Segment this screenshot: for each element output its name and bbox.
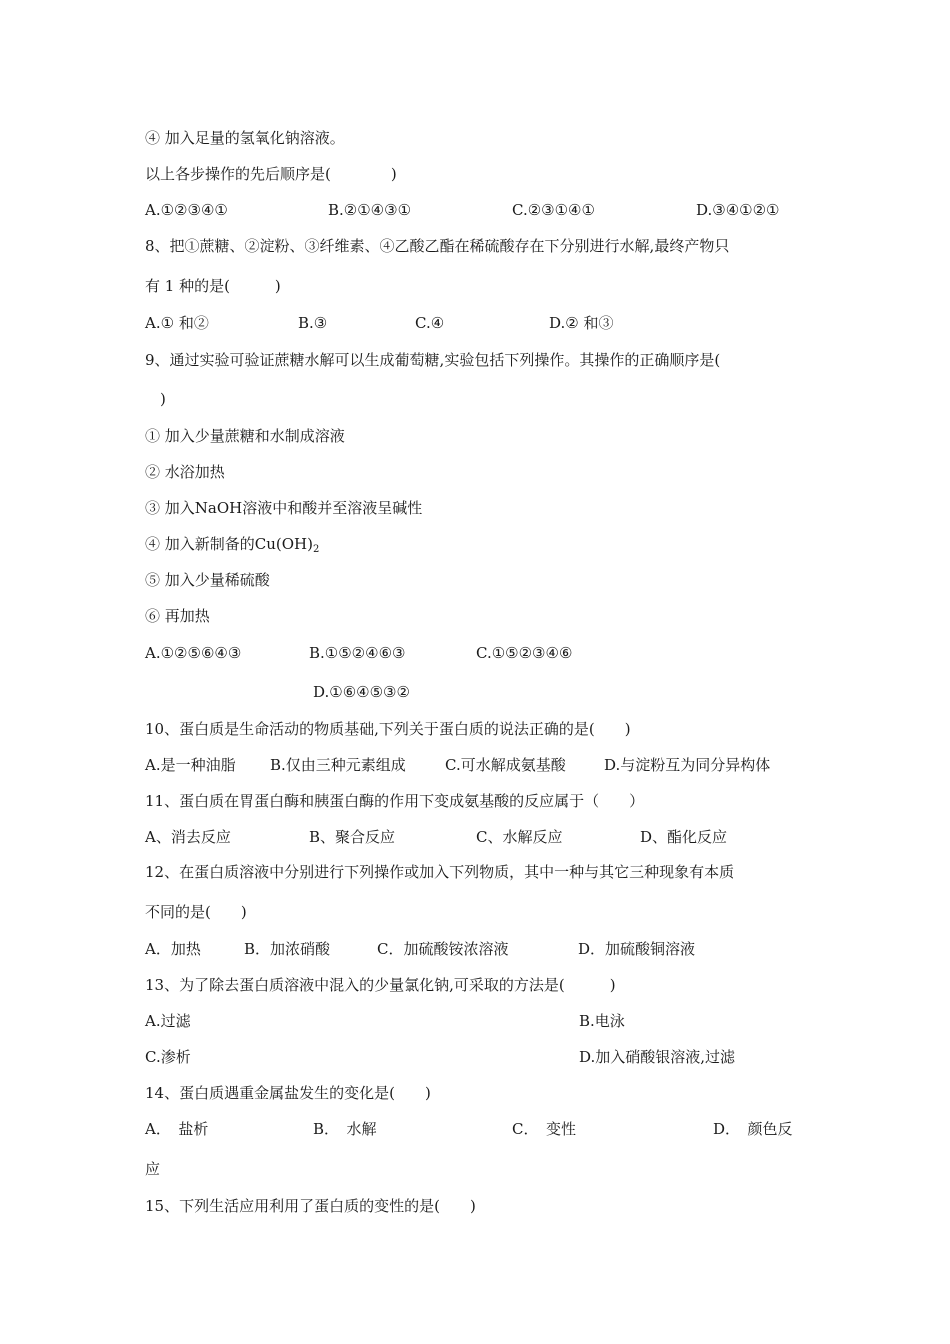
q13-option-a: A.过滤 bbox=[145, 1012, 191, 1030]
q9-stem-cont: ) bbox=[145, 390, 166, 408]
q8-option-d: D.② 和③ bbox=[549, 314, 614, 332]
q11-stem: 11、蛋白质在胃蛋白酶和胰蛋白酶的作用下变成氨基酸的反应属于（ ） bbox=[145, 792, 645, 810]
q8-option-c: C.④ bbox=[415, 314, 445, 332]
q9-step-3: ③ 加入NaOH溶液中和酸并至溶液呈碱性 bbox=[145, 499, 423, 517]
q9-step-4 bbox=[145, 534, 319, 560]
q9-step-4-subscript: 2 bbox=[313, 544, 320, 555]
q8-option-a: A.① 和② bbox=[145, 314, 209, 332]
q8-option-b: B.③ bbox=[298, 314, 328, 332]
q13-stem: 13、为了除去蛋白质溶液中混入的少量氯化钠,可采取的方法是( ) bbox=[145, 976, 616, 994]
q9-option-c: C.①⑤②③④⑥ bbox=[476, 644, 573, 662]
q12-option-d: D．加硫酸铜溶液 bbox=[578, 940, 696, 958]
q9-option-b: B.①⑤②④⑥③ bbox=[309, 644, 406, 662]
q12-option-b: B．加浓硝酸 bbox=[244, 940, 331, 958]
q9-option-d: D.①⑥④⑤③② bbox=[313, 683, 410, 701]
q14-option-c: C． 变性 bbox=[512, 1120, 576, 1138]
q9-step-2: ② 水浴加热 bbox=[145, 463, 225, 481]
q12-stem-cont: 不同的是( ) bbox=[145, 903, 247, 921]
q9-step-4-text: ④ 加入新制备的Cu(OH) bbox=[145, 535, 313, 553]
step-4-line: ④ 加入足量的氢氧化钠溶液。 bbox=[145, 129, 345, 147]
order-question-line: 以上各步操作的先后顺序是( ) bbox=[145, 165, 397, 183]
q14-option-b: B． 水解 bbox=[313, 1120, 377, 1138]
q14-option-d-wrap: 应 bbox=[145, 1160, 161, 1178]
q7-option-a: A.①②③④① bbox=[145, 201, 228, 219]
q14-option-d: D． 颜色反 bbox=[713, 1120, 793, 1138]
q10-option-d: D.与淀粉互为同分异构体 bbox=[604, 756, 771, 774]
q10-option-c: C.可水解成氨基酸 bbox=[445, 756, 566, 774]
q14-option-a: A． 盐析 bbox=[145, 1120, 209, 1138]
q8-stem-cont: 有 1 种的是( ) bbox=[145, 277, 281, 295]
q11-option-c: C、水解反应 bbox=[476, 828, 563, 846]
q10-option-a: A.是一种油脂 bbox=[145, 756, 236, 774]
q15-stem: 15、下列生活应用利用了蛋白质的变性的是( ) bbox=[145, 1197, 476, 1215]
q12-option-c: C．加硫酸铵浓溶液 bbox=[377, 940, 509, 958]
q13-option-b: B.电泳 bbox=[579, 1012, 625, 1030]
q9-step-1: ① 加入少量蔗糖和水制成溶液 bbox=[145, 427, 345, 445]
q11-option-d: D、酯化反应 bbox=[640, 828, 728, 846]
q9-option-a: A.①②⑤⑥④③ bbox=[145, 644, 242, 662]
q10-stem: 10、蛋白质是生命活动的物质基础,下列关于蛋白质的说法正确的是( ) bbox=[145, 720, 631, 738]
q9-step-6: ⑥ 再加热 bbox=[145, 607, 210, 625]
q8-stem: 8、把①蔗糖、②淀粉、③纤维素、④乙酸乙酯在稀硫酸存在下分别进行水解,最终产物只 bbox=[145, 237, 730, 255]
q10-option-b: B.仅由三种元素组成 bbox=[270, 756, 406, 774]
q7-option-d: D.③④①②① bbox=[696, 201, 780, 219]
q9-stem: 9、通过实验可验证蔗糖水解可以生成葡萄糖,实验包括下列操作。其操作的正确顺序是( bbox=[145, 351, 721, 369]
q7-option-b: B.②①④③① bbox=[328, 201, 412, 219]
q12-option-a: A．加热 bbox=[145, 940, 201, 958]
q11-option-a: A、消去反应 bbox=[145, 828, 231, 846]
q12-stem: 12、在蛋白质溶液中分别进行下列操作或加入下列物质，其中一种与其它三种现象有本质 bbox=[145, 863, 735, 881]
q9-step-5: ⑤ 加入少量稀硫酸 bbox=[145, 571, 270, 589]
q11-option-b: B、聚合反应 bbox=[309, 828, 396, 846]
q13-option-d: D.加入硝酸银溶液,过滤 bbox=[579, 1048, 736, 1066]
q14-stem: 14、蛋白质遇重金属盐发生的变化是( ) bbox=[145, 1084, 431, 1102]
q7-option-c: C.②③①④① bbox=[512, 201, 595, 219]
q13-option-c: C.渗析 bbox=[145, 1048, 191, 1066]
